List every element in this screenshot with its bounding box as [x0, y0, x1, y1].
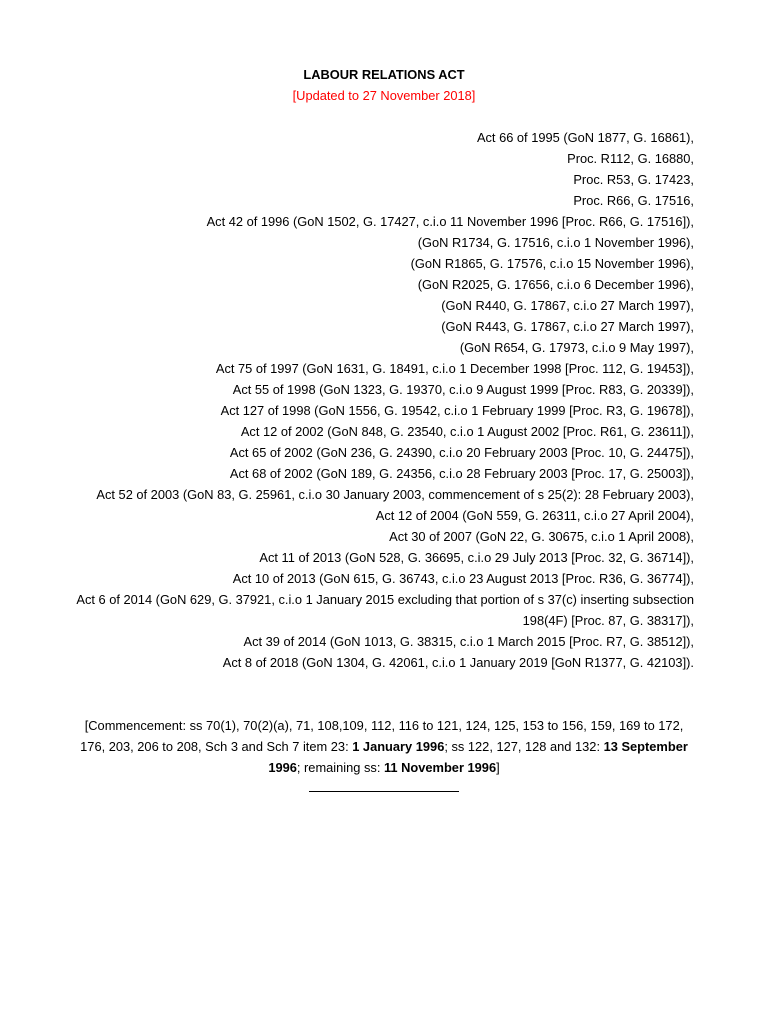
commencement-line — [74, 757, 694, 778]
amendment-line: Act 68 of 2002 (GoN 189, G. 24356, c.i.o 28 February 2003 [Proc. 17, G. 25003]), — [229, 466, 694, 481]
commencement-text: 176, 203, 206 to 208, Sch 3 and Sch 7 item 23: — [80, 739, 353, 754]
amendment-line: Act 8 of 2018 (GoN 1304, G. 42061, c.i.o 1 January 2019 [GoN R1377, G. 42103]). — [222, 655, 694, 670]
amendment-line: (GoN R440, G. 17867, c.i.o 27 March 1997), — [441, 298, 694, 313]
blank-line — [74, 106, 694, 127]
commencement-line — [74, 715, 694, 736]
commencement-line — [74, 736, 694, 757]
commencement-date: 11 November 1996 — [383, 760, 497, 775]
amendment-line: Act 30 of 2007 (GoN 22, G. 30675, c.i.o 1 April 2008), — [389, 529, 694, 544]
amendment-line: Act 66 of 1995 (GoN 1877, G. 16861), — [476, 130, 694, 145]
amendment-line: Act 75 of 1997 (GoN 1631, G. 18491, c.i.o 1 December 1998 [Proc. 112, G. 19453]), — [215, 361, 694, 376]
amendment-line: 198(4F) [Proc. 87, G. 38317]), — [522, 613, 694, 628]
amendment-line: (GoN R1865, G. 17576, c.i.o 15 November 1996), — [410, 256, 694, 271]
amendment-line: Act 11 of 2013 (GoN 528, G. 36695, c.i.o 29 July 2013 [Proc. 32, G. 36714]), — [259, 550, 694, 565]
amendment-line: Proc. R53, G. 17423, — [573, 172, 694, 187]
amendment-line: Act 6 of 2014 (GoN 629, G. 37921, c.i.o 1 January 2015 excluding that portion of s 37(c) inserting subsection — [76, 592, 694, 607]
document-content — [74, 64, 694, 792]
commencement-text: [Commencement: ss 70(1), 70(2)(a), 71, 108,109, 112, 116 to 121, 124, 125, 153 to 156, 159, 169 to 172, — [84, 718, 684, 733]
amendment-line: Act 10 of 2013 (GoN 615, G. 36743, c.i.o 23 August 2013 [Proc. R36, G. 36774]), — [232, 571, 694, 586]
amendment-line: Act 52 of 2003 (GoN 83, G. 25961, c.i.o 30 January 2003, commencement of s 25(2): 28 February 2003), — [96, 487, 694, 502]
commencement-text: ] — [496, 760, 500, 775]
blank-lines — [74, 673, 694, 715]
amendment-line: Act 127 of 1998 (GoN 1556, G. 19542, c.i.o 1 February 1999 [Proc. R3, G. 19678]), — [220, 403, 694, 418]
separator-line — [309, 791, 459, 792]
amendment-line: (GoN R2025, G. 17656, c.i.o 6 December 1996), — [417, 277, 694, 292]
amendment-line: Act 39 of 2014 (GoN 1013, G. 38315, c.i.o 1 March 2015 [Proc. R7, G. 38512]), — [243, 634, 694, 649]
amendment-line: Act 12 of 2002 (GoN 848, G. 23540, c.i.o 1 August 2002 [Proc. R61, G. 23611]), — [240, 424, 694, 439]
amendment-line: (GoN R443, G. 17867, c.i.o 27 March 1997), — [441, 319, 694, 334]
commencement-date: 13 September — [603, 739, 688, 754]
commencement-text: ; remaining ss: — [296, 760, 384, 775]
amendment-line: Act 42 of 1996 (GoN 1502, G. 17427, c.i.o 11 November 1996 [Proc. R66, G. 17516]), — [206, 214, 694, 229]
document-subtitle: [Updated to 27 November 2018] — [292, 88, 476, 103]
commencement-paragraph — [74, 715, 694, 778]
amendment-line: Act 65 of 2002 (GoN 236, G. 24390, c.i.o 20 February 2003 [Proc. 10, G. 24475]), — [229, 445, 694, 460]
amendment-line: (GoN R654, G. 17973, c.i.o 9 May 1997), — [459, 340, 694, 355]
amendment-list — [74, 127, 694, 673]
amendment-line: Act 55 of 1998 (GoN 1323, G. 19370, c.i.o 9 August 1999 [Proc. R83, G. 20339]), — [232, 382, 694, 397]
commencement-text: ; ss 122, 127, 128 and 132: — [444, 739, 604, 754]
amendment-line: (GoN R1734, G. 17516, c.i.o 1 November 1996), — [417, 235, 694, 250]
amendment-line: Proc. R66, G. 17516, — [573, 193, 694, 208]
document-title: LABOUR RELATIONS ACT — [303, 67, 465, 82]
commencement-date: 1996 — [268, 760, 297, 775]
commencement-date: 1 January 1996 — [352, 739, 445, 754]
amendment-line: Proc. R112, G. 16880, — [567, 151, 694, 166]
amendment-line: Act 12 of 2004 (GoN 559, G. 26311, c.i.o 27 April 2004), — [375, 508, 694, 523]
